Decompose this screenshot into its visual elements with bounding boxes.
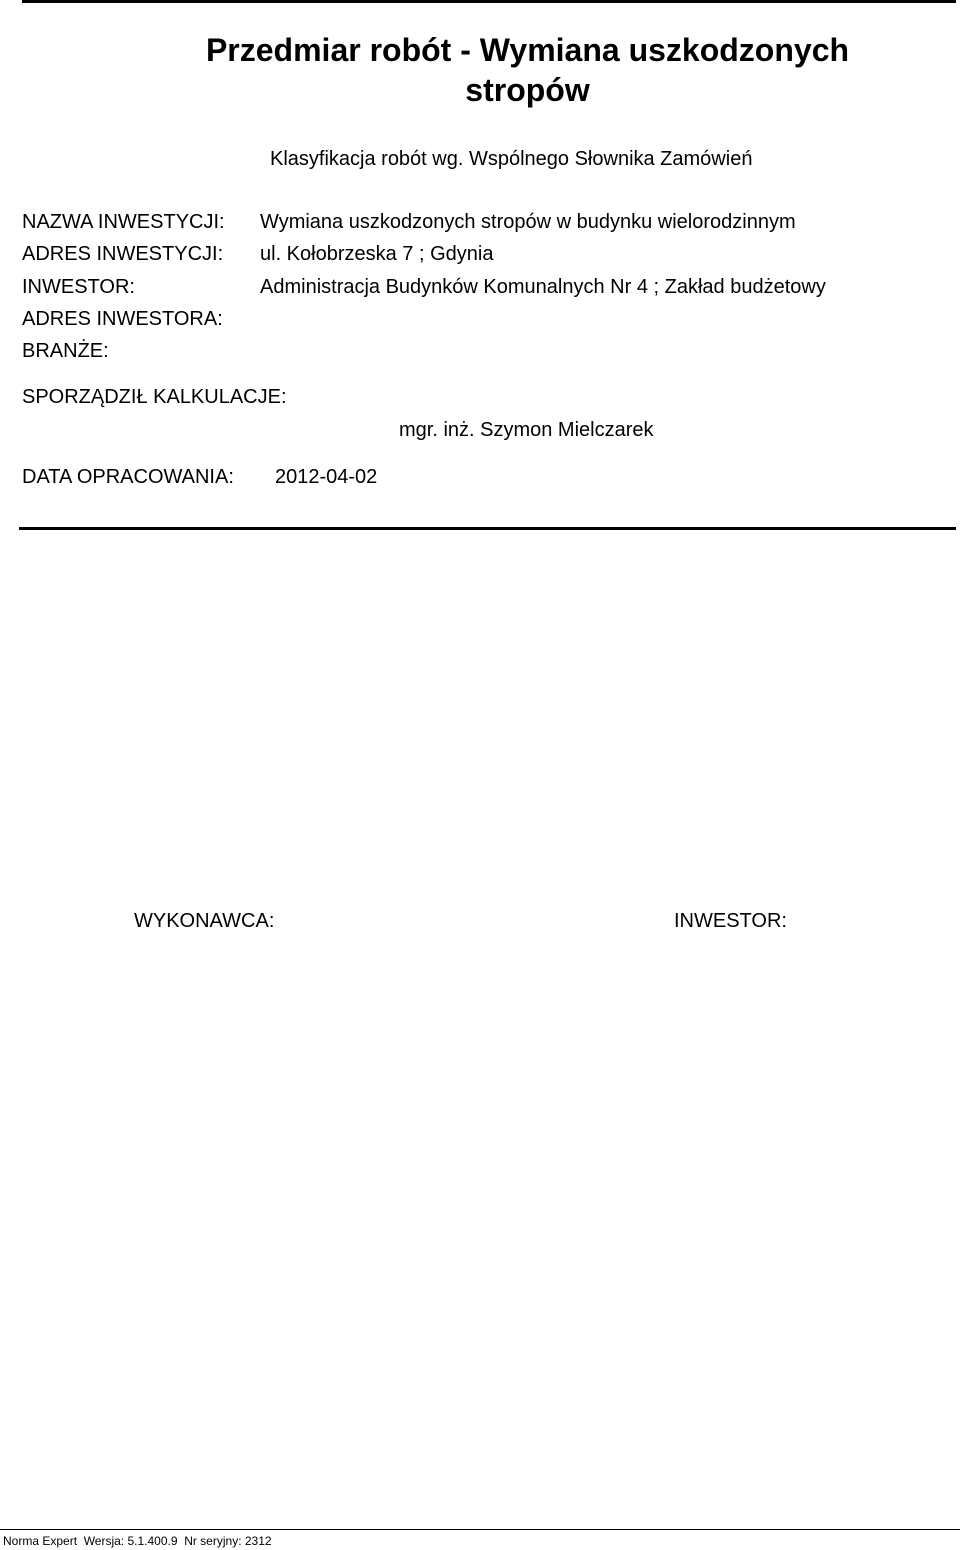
preparer-value: mgr. inż. Szymon Mielczarek	[399, 419, 654, 441]
date-label: DATA OPRACOWANIA:	[22, 466, 234, 488]
software-footer: Norma Expert Wersja: 5.1.400.9 Nr seryjny: 2312	[3, 1534, 272, 1548]
investor-label: INWESTOR:	[22, 276, 135, 298]
classification-line: Klasyfikacja robót wg. Wspólnego Słownika Zamówień	[270, 148, 753, 170]
contractor-signature-label: WYKONAWCA:	[134, 910, 275, 932]
investment-name-label: NAZWA INWESTYCJI:	[22, 211, 225, 233]
investment-address-label: ADRES INWESTYCJI:	[22, 243, 224, 265]
investment-name-value: Wymiana uszkodzonych stropów w budynku wielorodzinnym	[260, 211, 796, 233]
document-title: Przedmiar robót - Wymiana uszkodzonych stropów	[205, 32, 850, 108]
preparer-label: SPORZĄDZIŁ KALKULACJE:	[22, 386, 287, 408]
investment-address-value: ul. Kołobrzeska 7 ; Gdynia	[260, 243, 494, 265]
investor-address-label: ADRES INWESTORA:	[22, 308, 223, 330]
trades-label: BRANŻE:	[22, 340, 109, 362]
investor-signature-label: INWESTOR:	[674, 910, 787, 932]
investor-value: Administracja Budynków Komunalnych Nr 4 ; Zakład budżetowy	[260, 276, 826, 298]
footer-rule	[0, 1529, 960, 1530]
date-value: 2012-04-02	[275, 466, 378, 488]
top-rule	[22, 0, 956, 3]
section-divider	[19, 527, 956, 530]
